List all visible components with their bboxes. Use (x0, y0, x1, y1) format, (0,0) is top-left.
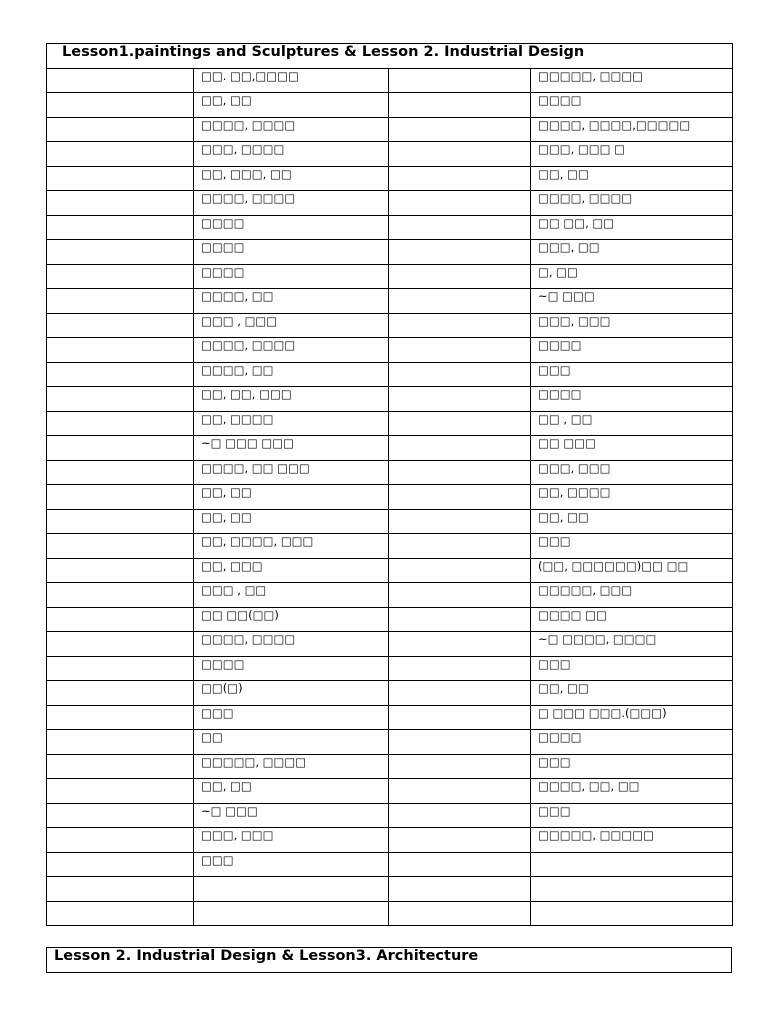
english-word-cell (47, 852, 194, 877)
section2-title: Lesson 2. Industrial Design & Lesson3. Architecture (54, 948, 479, 964)
english-word-cell (389, 730, 531, 755)
english-word-cell (47, 828, 194, 853)
english-word-cell (389, 558, 531, 583)
korean-meaning-cell: □□ □□□ (531, 436, 733, 461)
table-row (47, 313, 733, 338)
table-row (47, 362, 733, 387)
english-word-cell (389, 117, 531, 142)
english-word-cell (389, 387, 531, 412)
english-word-cell (47, 607, 194, 632)
korean-meaning-cell: □□□□ (531, 338, 733, 363)
korean-meaning-cell: □□, □□ (531, 509, 733, 534)
korean-meaning-cell: □□, □□□□, □□□ (194, 534, 389, 559)
korean-meaning-cell: □□□□ (194, 240, 389, 265)
table-row (47, 338, 733, 363)
table-row (47, 705, 733, 730)
english-word-cell (47, 387, 194, 412)
korean-meaning-cell (531, 852, 733, 877)
korean-meaning-cell: □□□, □□□ □ (531, 142, 733, 167)
korean-meaning-cell: □□ □□, □□ (531, 215, 733, 240)
english-word-cell (47, 558, 194, 583)
english-word-cell (47, 485, 194, 510)
korean-meaning-cell: □□, □□, □□□ (194, 387, 389, 412)
korean-meaning-cell: □□□ (531, 754, 733, 779)
english-word-cell (47, 289, 194, 314)
korean-meaning-cell: □□□ (531, 534, 733, 559)
english-word-cell (389, 240, 531, 265)
korean-meaning-cell: □□□ (194, 852, 389, 877)
english-word-cell (389, 436, 531, 461)
table-row (47, 436, 733, 461)
english-word-cell (389, 901, 531, 926)
english-word-cell (47, 730, 194, 755)
english-word-cell (389, 215, 531, 240)
korean-meaning-cell (531, 877, 733, 902)
english-word-cell (389, 313, 531, 338)
korean-meaning-cell: □□, □□ (194, 779, 389, 804)
korean-meaning-cell: □□□□, □□□□,□□□□□ (531, 117, 733, 142)
english-word-cell (389, 632, 531, 657)
table-row (47, 460, 733, 485)
korean-meaning-cell: □□ □□(□□) (194, 607, 389, 632)
korean-meaning-cell: □□□ (531, 803, 733, 828)
english-word-cell (47, 509, 194, 534)
korean-meaning-cell: □□, □□ (531, 681, 733, 706)
korean-meaning-cell: □□, □□□ (194, 558, 389, 583)
korean-meaning-cell: □□□□, □□ (194, 362, 389, 387)
table-row (47, 828, 733, 853)
korean-meaning-cell: □□□□, □□□□ (194, 632, 389, 657)
table-title-row (47, 44, 733, 69)
korean-meaning-cell (531, 901, 733, 926)
korean-meaning-cell: □□□□ □□ (531, 607, 733, 632)
korean-meaning-cell: □□□, □□ (531, 240, 733, 265)
english-word-cell (389, 681, 531, 706)
table-row (47, 485, 733, 510)
korean-meaning-cell (194, 877, 389, 902)
korean-meaning-cell: □□□, □□□ (531, 313, 733, 338)
korean-meaning-cell: □□□□, □□, □□ (531, 779, 733, 804)
english-word-cell (47, 166, 194, 191)
english-word-cell (47, 142, 194, 167)
korean-meaning-cell: □□□, □□□ (531, 460, 733, 485)
korean-meaning-cell: □, □□ (531, 264, 733, 289)
korean-meaning-cell: □□. □□,□□□□ (194, 68, 389, 93)
table-row (47, 191, 733, 216)
korean-meaning-cell: □□□ (531, 656, 733, 681)
table-row (47, 607, 733, 632)
english-word-cell (47, 338, 194, 363)
korean-meaning-cell: □□□□, □□□□ (194, 117, 389, 142)
english-word-cell (47, 681, 194, 706)
table-row (47, 215, 733, 240)
korean-meaning-cell: □□□ (194, 705, 389, 730)
korean-meaning-cell: □□ , □□ (531, 411, 733, 436)
english-word-cell (47, 68, 194, 93)
english-word-cell (389, 166, 531, 191)
english-word-cell (47, 656, 194, 681)
korean-meaning-cell: □□□□ (194, 264, 389, 289)
table-row (47, 534, 733, 559)
korean-meaning-cell: □□, □□ (194, 485, 389, 510)
section1-title: Lesson1.paintings and Sculptures & Lesson 2. Industrial Design (47, 44, 733, 69)
english-word-cell (389, 534, 531, 559)
english-word-cell (47, 436, 194, 461)
table-row (47, 779, 733, 804)
table-row (47, 730, 733, 755)
english-word-cell (389, 779, 531, 804)
korean-meaning-cell: □□□□ (531, 387, 733, 412)
korean-meaning-cell: □□□□, □□ □□□ (194, 460, 389, 485)
table-row (47, 632, 733, 657)
english-word-cell (389, 877, 531, 902)
english-word-cell (389, 68, 531, 93)
table-row (47, 240, 733, 265)
english-word-cell (47, 411, 194, 436)
table-row (47, 754, 733, 779)
korean-meaning-cell: □□□□□, □□□ (531, 583, 733, 608)
table-row (47, 656, 733, 681)
korean-meaning-cell: ~□ □□□ (531, 289, 733, 314)
table-row (47, 852, 733, 877)
korean-meaning-cell: ~□ □□□ (194, 803, 389, 828)
table-row (47, 289, 733, 314)
korean-meaning-cell: (□□, □□□□□□)□□ □□ (531, 558, 733, 583)
english-word-cell (389, 191, 531, 216)
english-word-cell (47, 117, 194, 142)
korean-meaning-cell: □□□, □□□□ (194, 142, 389, 167)
english-word-cell (389, 509, 531, 534)
english-word-cell (389, 485, 531, 510)
english-word-cell (389, 338, 531, 363)
english-word-cell (389, 460, 531, 485)
korean-meaning-cell: □□□□□, □□□□ (194, 754, 389, 779)
table-row (47, 901, 733, 926)
english-word-cell (47, 632, 194, 657)
table-row (47, 264, 733, 289)
korean-meaning-cell: □□, □□□□ (531, 485, 733, 510)
korean-meaning-cell: □□, □□□□ (194, 411, 389, 436)
table-row (47, 583, 733, 608)
table-row (47, 681, 733, 706)
table-row (47, 93, 733, 118)
english-word-cell (389, 803, 531, 828)
english-word-cell (47, 313, 194, 338)
korean-meaning-cell: □□, □□□, □□ (194, 166, 389, 191)
english-word-cell (47, 705, 194, 730)
english-word-cell (47, 93, 194, 118)
english-word-cell (389, 583, 531, 608)
table-row (47, 142, 733, 167)
vocab-table-body (47, 44, 733, 926)
table-row (47, 803, 733, 828)
english-word-cell (389, 289, 531, 314)
korean-meaning-cell: □□□ , □□ (194, 583, 389, 608)
korean-meaning-cell: □□□□ (194, 215, 389, 240)
english-word-cell (389, 411, 531, 436)
english-word-cell (389, 656, 531, 681)
english-word-cell (47, 264, 194, 289)
english-word-cell (47, 215, 194, 240)
korean-meaning-cell: □□□ (531, 362, 733, 387)
table-row (47, 558, 733, 583)
english-word-cell (47, 534, 194, 559)
english-word-cell (47, 362, 194, 387)
english-word-cell (389, 264, 531, 289)
english-word-cell (47, 803, 194, 828)
english-word-cell (389, 362, 531, 387)
english-word-cell (389, 93, 531, 118)
english-word-cell (47, 460, 194, 485)
english-word-cell (389, 852, 531, 877)
korean-meaning-cell: □□□□□, □□□□□ (531, 828, 733, 853)
korean-meaning-cell: □□□□, □□□□ (194, 338, 389, 363)
table-row (47, 68, 733, 93)
english-word-cell (389, 754, 531, 779)
korean-meaning-cell: □□□ , □□□ (194, 313, 389, 338)
korean-meaning-cell: □□□□□, □□□□ (531, 68, 733, 93)
korean-meaning-cell: □□ (194, 730, 389, 755)
english-word-cell (389, 607, 531, 632)
english-word-cell (47, 240, 194, 265)
table-row (47, 411, 733, 436)
english-word-cell (389, 142, 531, 167)
table-row (47, 387, 733, 412)
korean-meaning-cell: □□(□) (194, 681, 389, 706)
korean-meaning-cell: □□, □□ (194, 509, 389, 534)
english-word-cell (47, 191, 194, 216)
section2-header-box (46, 947, 732, 973)
korean-meaning-cell: □ □□□ □□□.(□□□) (531, 705, 733, 730)
korean-meaning-cell: □□, □□ (531, 166, 733, 191)
korean-meaning-cell: □□, □□ (194, 93, 389, 118)
korean-meaning-cell: □□□□, □□□□ (531, 191, 733, 216)
english-word-cell (47, 583, 194, 608)
table-row (47, 877, 733, 902)
vocab-table-lesson1-2 (46, 43, 733, 926)
korean-meaning-cell (194, 901, 389, 926)
korean-meaning-cell: ~□ □□□□, □□□□ (531, 632, 733, 657)
table-row (47, 166, 733, 191)
english-word-cell (389, 828, 531, 853)
korean-meaning-cell: □□□□ (531, 93, 733, 118)
english-word-cell (47, 779, 194, 804)
table-row (47, 117, 733, 142)
korean-meaning-cell: □□□□, □□□□ (194, 191, 389, 216)
korean-meaning-cell: ~□ □□□ □□□ (194, 436, 389, 461)
korean-meaning-cell: □□□□, □□ (194, 289, 389, 314)
korean-meaning-cell: □□□□ (194, 656, 389, 681)
english-word-cell (47, 754, 194, 779)
english-word-cell (47, 901, 194, 926)
english-word-cell (389, 705, 531, 730)
table-row (47, 509, 733, 534)
korean-meaning-cell: □□□, □□□ (194, 828, 389, 853)
english-word-cell (47, 877, 194, 902)
korean-meaning-cell: □□□□ (531, 730, 733, 755)
